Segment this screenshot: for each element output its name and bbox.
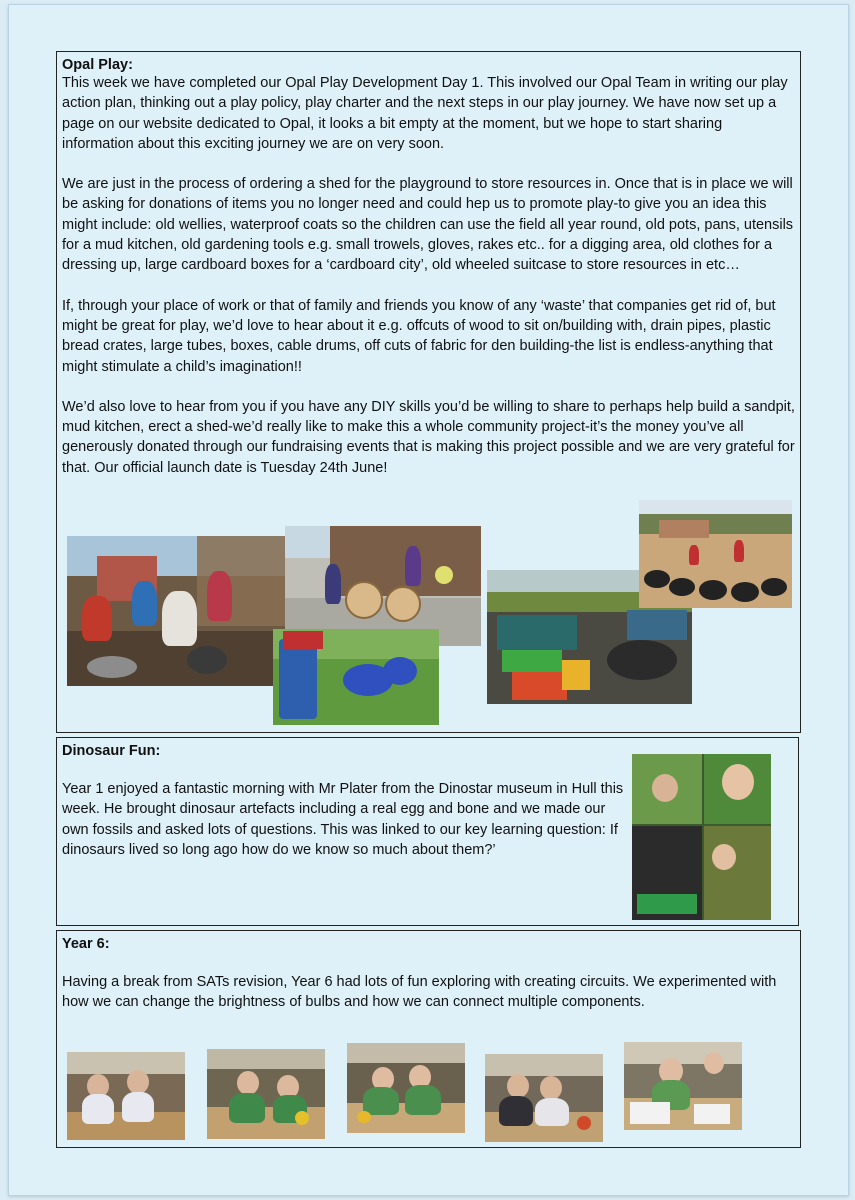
photo-circuits-1 (67, 1052, 185, 1140)
opal-play-paragraph-3: If, through your place of work or that of family and friends you know of any ‘waste’ that companies get rid of, but might be great for play, we’d love to hear about it e.g. offcuts of wood to sit on/building with, drain pipes, plastic bread crates, large tubes, boxes, cable drums, off cuts of fabric for den building-the list is endless-anything that might stimulate a child’s imagination!! (62, 297, 776, 375)
photo-circuits-3 (347, 1043, 465, 1133)
opal-play-paragraph-4: We’d also love to hear from you if you have any DIY skills you’d be willing to share to perhaps help build a sandpit, mud kitchen, erect a shed-we’d really like to make this a whole community project-it’s the money you’ve all generously donated through our fundraising events that is making this project possible and we are very grateful for that. Our official launch date is Tuesday 24th June! (62, 398, 795, 476)
opal-play-paragraph-2: We are just in the process of ordering a shed for the playground to store resources in. Once that is in place we will be asking for donations of items you no longer need and could hep us to promote play-to give you an idea this might include: old wellies, waterproof coats so the children can use the field all year round, old pots, pans, utensils for a mud kitchen, old gardening tools e.g. small trowels, gloves, rakes etc.. for a digging area, old clothes for a dressing up, large cardboard boxes for a ‘cardboard city’, old wheeled suitcase to store resources in etc… (62, 176, 794, 274)
year-6-section (56, 930, 801, 1148)
photo-dinosaur-collage (632, 754, 771, 920)
opal-play-paragraph-1: This week we have completed our Opal Play Development Day 1. This involved our Opal Team in writing our play action plan, thinking out a play policy, play charter and the next steps in our play journey. We have now set up a page on our website dedicated to Opal, it looks a bit empty at the moment, but we hope to start sharing information about this exciting journey we are on very soon. (62, 75, 788, 152)
year-6-heading: Year 6: (62, 936, 110, 952)
dinosaur-fun-section (56, 737, 799, 926)
photo-cable-drums (285, 526, 481, 646)
photo-circuits-2 (207, 1049, 325, 1139)
photo-sandpit (639, 500, 792, 608)
opal-play-section (56, 51, 801, 733)
newsletter-page (8, 4, 849, 1196)
photo-mud-kitchen (67, 536, 289, 686)
photo-barrels (273, 629, 439, 725)
year-6-paragraph: Having a break from SATs revision, Year 6 had lots of fun exploring with creating circuits. We experimented with how we can change the brightness of bulbs and how we can connect multiple components. (62, 974, 777, 1011)
photo-circuits-5 (624, 1042, 742, 1130)
dinosaur-fun-paragraph: Year 1 enjoyed a fantastic morning with Mr Plater from the Dinostar museum in Hull this week. He brought dinosaur artefacts including a real egg and bone and we made our own fossils and asked lots of questions. This was linked to our key learning question: If dinosaurs lived so long ago how do we know so much about them?’ (62, 781, 624, 858)
opal-play-heading: Opal Play: (62, 57, 133, 73)
dinosaur-fun-heading: Dinosaur Fun: (62, 743, 161, 759)
photo-circuits-4 (485, 1054, 603, 1142)
